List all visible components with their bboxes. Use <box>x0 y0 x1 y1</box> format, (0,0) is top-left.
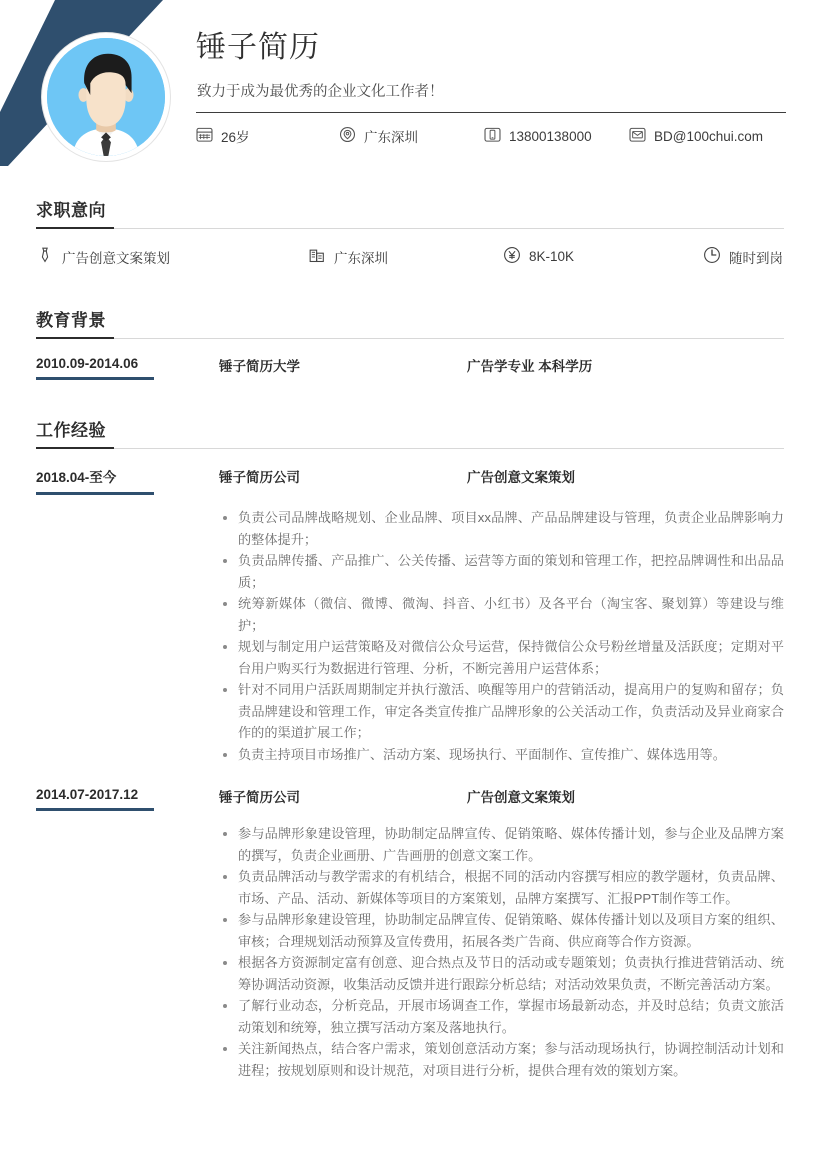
section-title-job-intention: 求职意向 <box>36 201 106 220</box>
work-company: 锤子简历公司 <box>219 470 300 485</box>
intent-salary-value: 8K-10K <box>529 249 575 264</box>
contact-email <box>629 126 763 146</box>
list-item: 负责主持项目市场推广、活动方案、现场执行、平面制作、宣传推广、媒体选用等。 <box>219 744 784 766</box>
intent-city-value: 广东深圳 <box>334 250 388 266</box>
list-item: 负责品牌传播、产品推广、公关传播、运营等方面的策划和管理工作，把控品牌调性和出品品质； <box>219 550 784 593</box>
work-entry <box>36 786 784 1081</box>
education-date-underline <box>36 377 154 380</box>
education-school: 锤子简历大学 <box>219 359 300 374</box>
contact-row <box>196 126 800 146</box>
list-item: 了解行业动态，分析竞品，开展市场调查工作，掌握市场最新动态，并及时总结；负责文旅活动策划和统筹，独立撰写活动方案及落地执行。 <box>219 995 784 1038</box>
work-date-underline <box>36 808 154 811</box>
section-rule <box>36 448 784 449</box>
contact-location-value: 广东深圳 <box>364 130 418 145</box>
calendar-icon <box>196 126 213 146</box>
work-date: 2014.07-2017.12 <box>36 787 139 802</box>
section-work-experience <box>36 416 784 1081</box>
work-date-column <box>36 786 219 811</box>
work-role: 广告创意文案策划 <box>467 790 575 805</box>
work-role: 广告创意文案策划 <box>467 470 575 485</box>
header-details <box>196 0 800 185</box>
section-title-education: 教育背景 <box>36 311 106 330</box>
person-avatar-icon <box>47 38 165 156</box>
contact-age <box>196 126 339 146</box>
contact-location <box>339 126 484 146</box>
list-item: 关注新闻热点，结合客户需求，策划创意活动方案；参与活动现场执行，协调控制活动计划和进程；按规划原则和设计规范，对项目进行分析，提供合理有效的策划方案。 <box>219 1038 784 1081</box>
work-date-column <box>36 466 219 495</box>
contact-phone <box>484 126 629 146</box>
mobile-phone-icon <box>484 126 501 146</box>
intent-city <box>308 246 503 267</box>
building-icon <box>308 246 326 267</box>
work-company: 锤子简历公司 <box>219 790 300 805</box>
work-date: 2018.04-至今 <box>36 470 117 485</box>
work-date-underline <box>36 492 154 495</box>
avatar-illustration <box>47 38 165 156</box>
contact-email-value: BD@100chui.com <box>654 128 764 144</box>
section-rule <box>36 228 784 229</box>
list-item: 根据各方资源制定富有创意、迎合热点及节日的活动或专题策划；负责执行推进营销活动、统筹协调活动资源，收集活动反馈并进行跟踪分析总结；对活动效果负责，不断完善活动方案。 <box>219 952 784 995</box>
list-item: 针对不同用户活跃周期制定并执行激活、唤醒等用户的营销活动，提高用户的复购和留存；负责品牌建设和管理工作，审定各类宣传推广品牌形象的公关活动工作，负责活动及异业商家合作的的渠道扩展工作； <box>219 679 784 744</box>
section-title-work-experience: 工作经验 <box>36 421 106 440</box>
work-entry <box>36 466 784 765</box>
yen-circle-icon <box>503 246 521 267</box>
list-item: 负责品牌活动与教学需求的有机结合，根据不同的活动内容撰写相应的教学题材，负责品牌、市场、产品、活动、新媒体等项目的方案策划，品牌方案撰写、汇报PPT制作等工作。 <box>219 866 784 909</box>
intent-availability-value: 随时到岗 <box>729 250 783 266</box>
envelope-icon <box>629 126 646 146</box>
list-item: 参与品牌形象建设管理，协助制定品牌宣传、促销策略、媒体传播计划以及项目方案的组织、审核；合理规划活动预算及宣传费用，拓展各类广告商、供应商等合作方资源。 <box>219 909 784 952</box>
education-entry <box>36 355 784 380</box>
intent-position <box>36 246 308 267</box>
education-date-column <box>36 355 219 380</box>
intent-salary <box>503 246 703 267</box>
education-entry-head <box>36 355 784 380</box>
contact-age-value: 26岁 <box>221 130 250 145</box>
education-major: 广告学专业 本科学历 <box>467 359 593 374</box>
intent-availability <box>703 246 783 267</box>
section-rule <box>36 338 784 339</box>
section-job-intention <box>36 196 784 267</box>
list-item: 负责公司品牌战略规划、企业品牌、项目xx品牌、产品品牌建设与管理，负责企业品牌影响力的整体提升； <box>219 507 784 550</box>
page-title: 锤子简历 <box>196 31 320 64</box>
list-item: 统筹新媒体（微信、微博、微淘、抖音、小红书）及各平台（淘宝客、聚划算）等建设与维护； <box>219 593 784 636</box>
location-pin-icon <box>339 126 356 146</box>
education-date: 2010.09-2014.06 <box>36 356 139 371</box>
list-item: 规划与制定用户运营策略及对微信公众号运营，保持微信公众号粉丝增量及活跃度；定期对平台用户购买行为数据进行管理、分析，不断完善用户运营体系； <box>219 636 784 679</box>
section-education <box>36 306 784 380</box>
header-divider <box>196 112 786 113</box>
intent-position-value: 广告创意文案策划 <box>62 250 170 266</box>
clock-icon <box>703 246 721 267</box>
work-entry-head <box>36 466 784 495</box>
work-bullet-list <box>219 495 784 765</box>
list-item: 参与品牌形象建设管理，协助制定品牌宣传、促销策略、媒体传播计划，参与企业及品牌方案的撰写，负责企业画册、广告画册的创意文案工作。 <box>219 823 784 866</box>
avatar <box>42 33 170 161</box>
contact-phone-value: 13800138000 <box>509 128 592 144</box>
work-bullet-list <box>219 811 784 1081</box>
job-intention-row <box>36 246 784 267</box>
necktie-icon <box>36 246 54 267</box>
resume-header <box>0 0 820 185</box>
work-entry-head <box>36 786 784 811</box>
header-tagline: 致力于成为最优秀的企业文化工作者！ <box>197 84 444 100</box>
